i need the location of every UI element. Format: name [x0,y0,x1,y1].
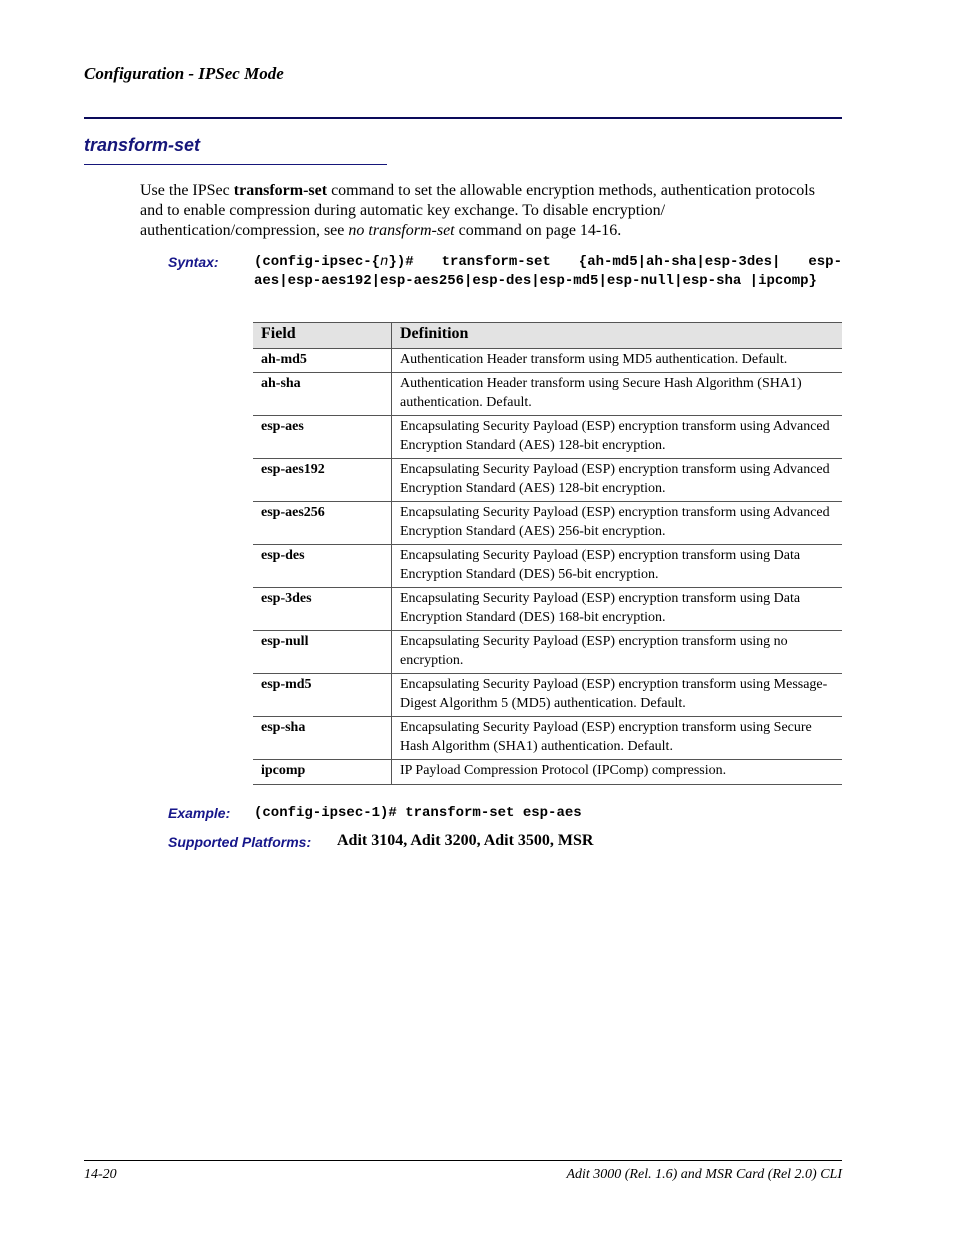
footer-divider [84,1160,842,1161]
table-row [253,545,842,588]
intro-command: transform-set [233,182,328,199]
section-title: transform-set [84,135,201,155]
field-cell: esp-aes [253,416,392,459]
syntax-prefix: (config-ipsec-{ [254,254,381,270]
field-cell: ah-md5 [253,348,392,373]
intro-text-2: command to set the allowable encryption methods, authentication protocols and to enable compression during automatic key exchange. To disable encryption/ authentication/compression, see [140,182,815,239]
field-cell: esp-3des [253,588,392,631]
definition-cell: Encapsulating Security Payload (ESP) encryption transform using Advanced Encryption Standard (AES) 256-bit encryption. [392,502,843,545]
definition-cell: Encapsulating Security Payload (ESP) encryption transform using Data Encryption Standard (DES) 56-bit encryption. [392,545,843,588]
syntax-options: })# transform-set {ah-md5|ah-sha|esp-3des| esp-aes|esp-aes192|esp-aes256|esp-des|esp-md5|esp-null|esp-sha |ipcomp} [254,254,842,289]
supported-platforms-label: Supported Platforms: [168,834,312,850]
definition-cell: Encapsulating Security Payload (ESP) encryption transform using Message-Digest Algorithm 5 (MD5) authentication. Default. [392,674,843,717]
syntax-label: Syntax: [168,254,219,270]
field-cell: esp-aes256 [253,502,392,545]
supported-platforms-value: Adit 3104, Adit 3200, Adit 3500, MSR [337,832,594,849]
definition-cell: Encapsulating Security Payload (ESP) encryption transform using Advanced Encryption Standard (AES) 128-bit encryption. [392,459,843,502]
footer-document-title: Adit 3000 (Rel. 1.6) and MSR Card (Rel 2.0) CLI [566,1167,842,1182]
section-title-underline [84,164,387,165]
table-row [253,373,842,416]
table-row [253,459,842,502]
definition-cell: Authentication Header transform using MD5 authentication. Default. [392,348,843,373]
syntax-command [254,253,842,291]
table-row [253,348,842,373]
table-row [253,416,842,459]
column-header-field: Field [253,323,392,349]
field-cell: esp-sha [253,717,392,760]
definition-cell: Encapsulating Security Payload (ESP) encryption transform using Advanced Encryption Standard (AES) 128-bit encryption. [392,416,843,459]
intro-cross-reference: no transform-set [348,222,455,239]
intro-text-1: Use the IPSec [140,182,234,199]
field-cell: ah-sha [253,373,392,416]
table-row [253,631,842,674]
page-number: 14-20 [84,1167,117,1182]
column-header-definition: Definition [392,323,843,349]
syntax-variable: n [380,254,389,270]
running-header-title: Configuration - IPSec Mode [84,64,284,83]
table-header-row [253,323,842,349]
field-cell: esp-des [253,545,392,588]
example-command: (config-ipsec-1)# transform-set esp-aes [254,805,582,821]
table-row [253,717,842,760]
definition-cell: IP Payload Compression Protocol (IPComp) compression. [392,760,843,785]
intro-paragraph [140,181,820,241]
field-cell: esp-md5 [253,674,392,717]
definition-cell: Encapsulating Security Payload (ESP) encryption transform using Secure Hash Algorithm (SHA1) authentication. Default. [392,717,843,760]
field-definition-table [253,322,842,785]
header-divider [84,117,842,119]
table-row [253,588,842,631]
intro-text-3: command on page 14-16. [454,222,622,239]
field-cell: ipcomp [253,760,392,785]
table-row [253,760,842,785]
definition-cell: Encapsulating Security Payload (ESP) encryption transform using Data Encryption Standard (DES) 168-bit encryption. [392,588,843,631]
table-row [253,502,842,545]
definition-cell: Authentication Header transform using Secure Hash Algorithm (SHA1) authentication. Default. [392,373,843,416]
definition-cell: Encapsulating Security Payload (ESP) encryption transform using no encryption. [392,631,843,674]
field-cell: esp-aes192 [253,459,392,502]
table-row [253,674,842,717]
example-label: Example: [168,805,231,821]
field-cell: esp-null [253,631,392,674]
